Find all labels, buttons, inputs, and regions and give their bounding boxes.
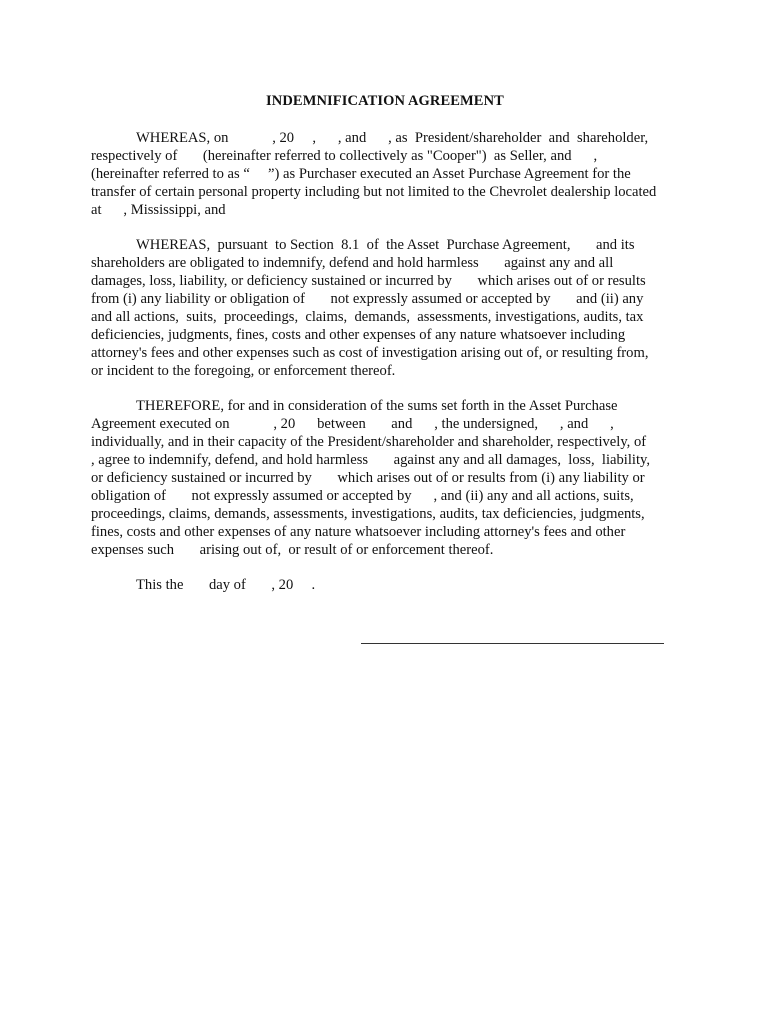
- document-title: INDEMNIFICATION AGREEMENT: [266, 93, 504, 109]
- paragraph-line: obligation of not expressly assumed or accepted by , and (ii) any and all actions, suits,: [91, 488, 634, 504]
- paragraph-line: or incident to the foregoing, or enforcement thereof.: [91, 363, 396, 379]
- paragraph-line: (hereinafter referred to as “ ”) as Purchaser executed an Asset Purchase Agreement for the: [91, 166, 631, 182]
- paragraph-line: expenses such arising out of, or result of or enforcement thereof.: [91, 542, 494, 558]
- paragraph-line: attorney's fees and other expenses such as cost of investigation arising out of, or resulting from,: [91, 345, 649, 361]
- paragraph-line: at , Mississippi, and: [91, 202, 226, 218]
- paragraph-line: and all actions, suits, proceedings, claims, demands, assessments, investigations, audits, tax: [91, 309, 644, 325]
- paragraph-line: This the day of , 20 .: [136, 577, 316, 593]
- paragraph-line: Agreement executed on , 20 between and , the undersigned, , and ,: [91, 416, 614, 432]
- paragraph-line: THEREFORE, for and in consideration of the sums set forth in the Asset Purchase: [136, 398, 618, 414]
- signature-line: [361, 643, 664, 644]
- paragraph-line: fines, costs and other expenses of any nature whatsoever including attorney's fees and other: [91, 524, 626, 540]
- paragraph-line: respectively of (hereinafter referred to collectively as "Cooper") as Seller, and ,: [91, 148, 598, 164]
- paragraph-line: from (i) any liability or obligation of not expressly assumed or accepted by and (ii) any: [91, 291, 644, 307]
- paragraph-line: shareholders are obligated to indemnify, defend and hold harmless against any and all: [91, 255, 614, 271]
- paragraph-line: WHEREAS, on , 20 , , and , as President/shareholder and shareholder,: [136, 130, 649, 146]
- paragraph-line: individually, and in their capacity of the President/shareholder and shareholder, respectively, of: [91, 434, 647, 450]
- paragraph-line: , agree to indemnify, defend, and hold harmless against any and all damages, loss, liability,: [91, 452, 651, 468]
- paragraph-line: damages, loss, liability, or deficiency sustained or incurred by which arises out of or results: [91, 273, 646, 289]
- paragraph-line: deficiencies, judgments, fines, costs and other expenses of any nature whatsoever including: [91, 327, 626, 343]
- paragraph-line: or deficiency sustained or incurred by which arises out of or results from (i) any liability or: [91, 470, 645, 486]
- paragraph-line: transfer of certain personal property including but not limited to the Chevrolet dealership located: [91, 184, 657, 200]
- paragraph-line: WHEREAS, pursuant to Section 8.1 of the Asset Purchase Agreement, and its: [136, 237, 635, 253]
- paragraph-line: proceedings, claims, demands, assessments, investigations, audits, tax deficiencies, judgments,: [91, 506, 645, 522]
